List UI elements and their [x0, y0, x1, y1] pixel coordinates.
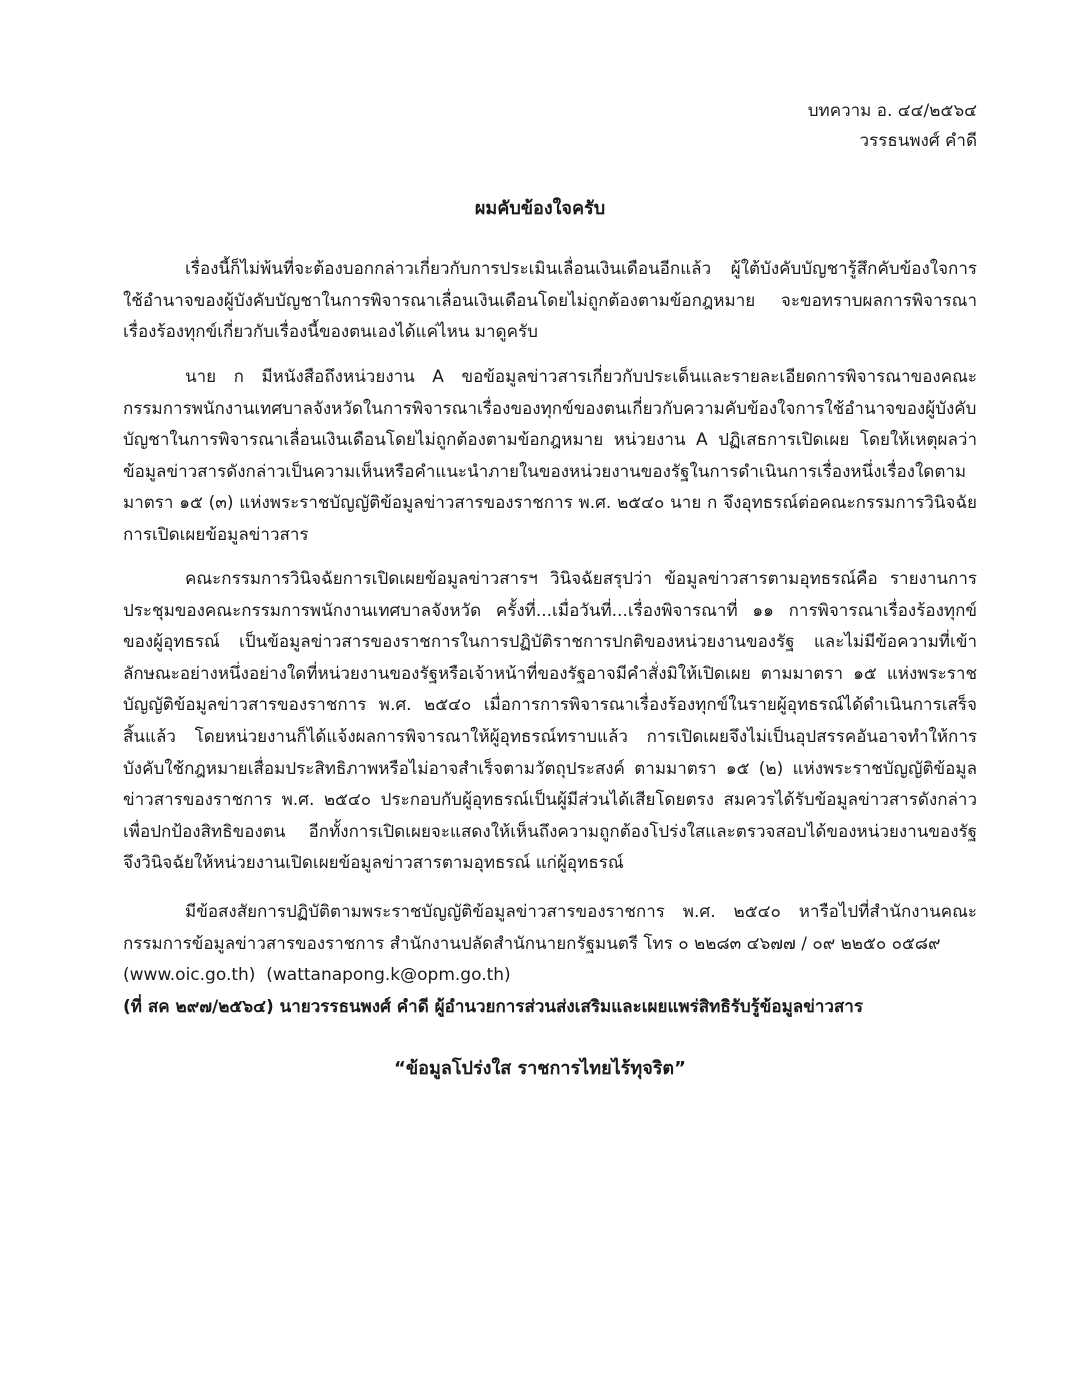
paragraph-text: นาย ก มีหนังสือถึงหน่วยงาน A ขอข้อมูลข่าวสารเกี่ยวกับประเด็นและรายละเอียดการพิจารณาของคณะกรรมการพนักงานเทศบาลจังหวัดในการพิจารณาเรื่องของทุกข์ของตนเกี่ยวกับความคับข้องใจการใช้อำนาจของผู้บังคับบัญชาในการพิจารณาเลื่อนเงินเดือนโดยไม่ถูกต้องตามข้อกฎหมาย หน่วยงาน A ปฏิเสธการเปิดเผย โดยให้เหตุผลว่า ข้อมูลข่าวสารดังกล่าวเป็นความเห็นหรือคำแนะนำภายในของหน่วยงานของรัฐในการดำเนินการเรื่องหนึ่งเรื่องใดตามมาตรา ๑๕ (๓) แห่งพระราชบัญญัติข้อมูลข่าวสารของราชการ พ.ศ. ๒๕๔๐ นาย ก จึงอุทธรณ์ต่อคณะกรรมการวินิจฉัยการเปิดเผยข้อมูลข่าวสาร: [123, 367, 977, 545]
website-link[interactable]: (www.oic.go.th): [123, 965, 256, 985]
paragraph-text: เรื่องนี้ก็ไม่พ้นที่จะต้องบอกกล่าวเกี่ยวกับการประเมินเลื่อนเงินเดือนอีกแล้ว ผู้ใต้บังคับบัญชารู้สึกคับข้องใจการใช้อำนาจของผู้บังคับบัญชาในการพิจารณาเลื่อนเงินเดือนโดยไม่ถูกต้องตามข้อกฎหมาย จะขอทราบผลการพิจารณาเรื่องร้องทุกข์เกี่ยวกับเรื่องนี้ของตนเองได้แค่ไหน มาดูครับ: [123, 259, 977, 343]
body-paragraph-3: [123, 564, 977, 880]
body-paragraph-4: [123, 897, 977, 960]
article-title: ผมคับข้องใจครับ: [474, 198, 606, 219]
email-link[interactable]: (wattanapong.k@opm.go.th): [266, 965, 511, 985]
reference-line: (ที่ สค ๒๙๗/๒๕๖๔) นายวรรธนพงศ์ คำดี ผู้อำนวยการส่วนส่งเสริมและเผยแพร่สิทธิรับรู้ข้อมูลข่าวสาร: [123, 997, 863, 1017]
article-number: บทความ อ. ๔๔/๒๕๖๔: [807, 101, 977, 121]
contact-line: [123, 960, 511, 990]
body-paragraph-1: [123, 254, 977, 349]
author-name: วรรธนพงศ์ คำดี: [859, 131, 977, 151]
body-paragraph-2: [123, 362, 977, 552]
paragraph-text: คณะกรรมการวินิจฉัยการเปิดเผยข้อมูลข่าวสารฯ วินิจฉัยสรุปว่า ข้อมูลข่าวสารตามอุทธรณ์คือ รายงานการประชุมของคณะกรรมการพนักงานเทศบาลจังหวัด ครั้งที่...เมื่อวันที่...เรื่องพิจารณาที่ ๑๑ การพิจารณาเรื่องร้องทุกข์ของผู้อุทธรณ์ เป็นข้อมูลข่าวสารของราชการในการปฏิบัติราชการปกติของหน่วยงานของรัฐ และไม่มีข้อความที่เข้าลักษณะอย่างหนึ่งอย่างใดที่หน่วยงานของรัฐหรือเจ้าหน้าที่ของรัฐอาจมีคำสั่งมิให้เปิดเผย ตามมาตรา ๑๕ แห่งพระราชบัญญัติข้อมูลข่าวสารของราชการ พ.ศ. ๒๕๔๐ เมื่อการการพิจารณาเรื่องร้องทุกข์ในรายผู้อุทธรณ์ได้ดำเนินการเสร็จสิ้นแล้ว โดยหน่วยงานก็ได้แจ้งผลการพิจารณาให้ผู้อุทธรณ์ทราบแล้ว การเปิดเผยจึงไม่เป็นอุปสรรคอันอาจทำให้การบังคับใช้กฎหมายเสื่อมประสิทธิภาพหรือไม่อาจสำเร็จตามวัตถุประสงค์ ตามมาตรา ๑๕ (๒) แห่งพระราชบัญญัติข้อมูลข่าวสารของราชการ พ.ศ. ๒๕๔๐ ประกอบกับผู้อุทธรณ์เป็นผู้มีส่วนได้เสียโดยตรง สมควรได้รับข้อมูลข่าวสารดังกล่าวเพื่อปกป้องสิทธิของตน อีกทั้งการเปิดเผยจะแสดงให้เห็นถึงความถูกต้องโปร่งใสและตรวจสอบได้ของหน่วยงานของรัฐ จึงวินิจฉัยให้หน่วยงานเปิดเผยข้อมูลข่าวสารตามอุทธรณ์ แก่ผู้อุทธรณ์: [123, 569, 977, 874]
article-header: [808, 96, 977, 156]
slogan: “ข้อมูลโปร่งใส ราชการไทยไร้ทุจริต”: [394, 1058, 686, 1079]
paragraph-text: มีข้อสงสัยการปฏิบัติตามพระราชบัญญัติข้อมูลข่าวสารของราชการ พ.ศ. ๒๕๔๐ หารือไปที่สำนักงานคณะกรรมการข้อมูลข่าวสารของราชการ สำนักงานปลัดสำนักนายกรัฐมนตรี โทร ๐ ๒๒๘๓ ๔๖๗๗ / ๐๙ ๒๒๕๐ ๐๕๘๙: [123, 902, 977, 954]
